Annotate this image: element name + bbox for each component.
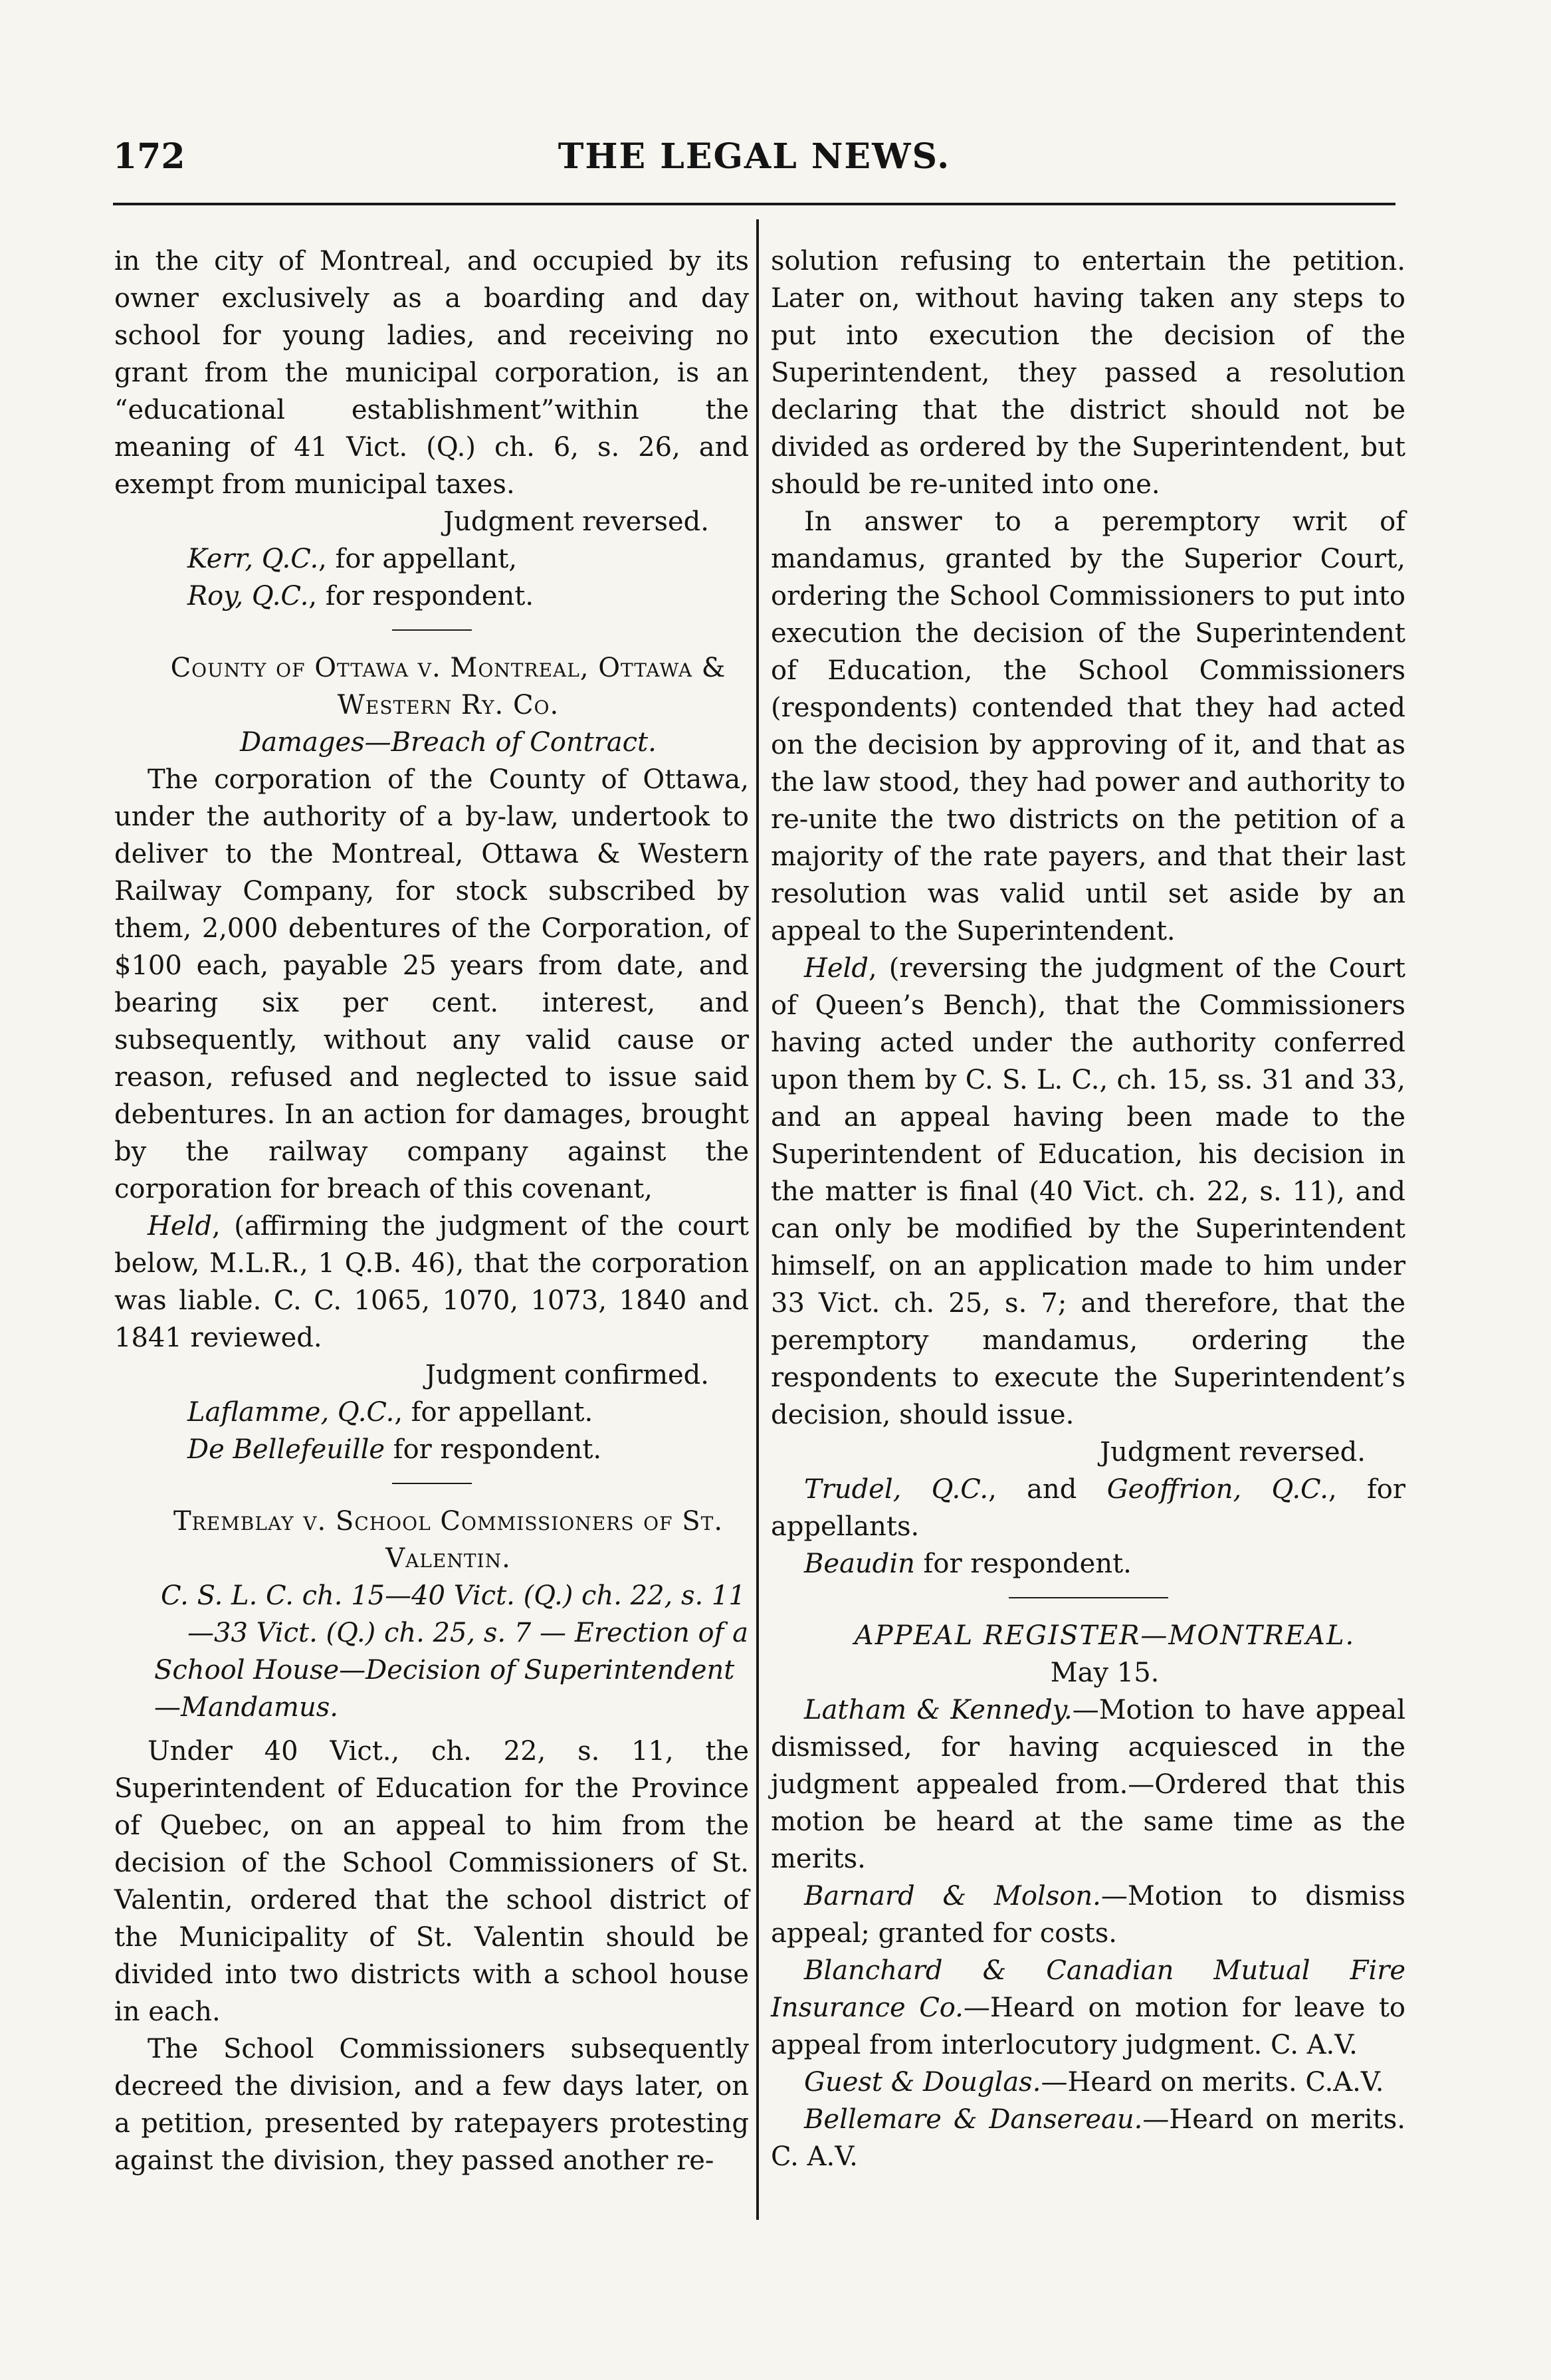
page-header [113, 136, 1396, 183]
held-text: , (affirming the judgment of the court below, M.L.R., 1 Q.B. 46), that the corporation was liable. C. C. 1065, 1070, 1073, 1840 and 1841 reviewed. [114, 1211, 749, 1353]
counsel-line [114, 540, 749, 578]
entry-text: —Heard on merits. C.A.V. [1041, 2067, 1384, 2098]
counsel-conjunction: , and [988, 1474, 1107, 1505]
entry-parties: Guest & Douglas. [804, 2067, 1041, 2098]
page-number: 172 [113, 136, 185, 177]
entry-parties: Barnard & Molson. [804, 1881, 1101, 1911]
case-paragraph: In answer to a peremptory writ of mandamus, granted by the Superior Court, ordering the School Commissioners to put into execution the decision of the Superintendent of Education, the School Commissioners (respondents) contended that they had acted on the decision by approving of it, and that as the law stood, they had power and authority to re-unite the two districts on the petition of a majority of the rate payers, and that their last resolution was valid until set aside by an appeal to the Superintendent. [771, 506, 1405, 946]
counsel-name: Beaudin [804, 1549, 915, 1579]
counsel-role: , for appellant, [318, 544, 518, 574]
counsel-role: for respondent. [385, 1434, 602, 1465]
held-paragraph [114, 1208, 749, 1356]
entry-parties: Latham & Kennedy. [804, 1695, 1073, 1725]
held-text: , (reversing the judgment of the Court of Queen’s Bench), that the Commissioners having acted under the authority conferred upon them by C. S. L. C., ch. 15, ss. 31 and 33, and an appeal having been made to the Superintendent of Education, his decision in the matter is final (40 Vict. ch. 22, s. 11), and can only be modified by the Superintendent himself, on an application made to him under 33 Vict. ch. 25, s. 7; and therefore, that the peremptory mandamus, ordering the respondents to execute the Superintendent’s decision, should issue. [771, 953, 1405, 1430]
continuation-paragraph: in the city of Montreal, and occupied by its owner exclusively as a boarding and day school for young ladies, and receiving no grant from the municipal corporation, is an “educational establishment”within the meaning of 41 Vict. (Q.) ch. 6, s. 26, and exempt from municipal taxes. [114, 246, 749, 500]
held-paragraph [771, 950, 1405, 1434]
counsel-line [114, 578, 749, 615]
judgment-line: Judgment reversed. [443, 506, 709, 537]
case-title: Tremblay v. School Commissioners of St. [173, 1506, 724, 1537]
register-entry [771, 2101, 1405, 2175]
case-title-line-2: Valentin. [385, 1543, 511, 1574]
counsel-name: De Bellefeuille [187, 1434, 385, 1465]
case-subject: Damages—Breach of Contract. [240, 727, 657, 758]
counsel-role: , for appellant. [394, 1397, 593, 1428]
header-rule [113, 203, 1396, 205]
register-entry [771, 1952, 1405, 2064]
counsel-role: for respondent. [914, 1549, 1132, 1579]
entry-parties: Blanchard & Canadian Mutual Fire Insurance Co. [771, 1955, 1405, 2023]
counsel-line [771, 1545, 1405, 1582]
register-entry [771, 2064, 1405, 2101]
register-entry [771, 1691, 1405, 1878]
counsel-name: Trudel, Q.C. [804, 1474, 989, 1505]
counsel-role: , for appellants. [771, 1474, 1406, 1542]
section-divider [1009, 1597, 1168, 1598]
counsel-line [771, 1471, 1405, 1545]
register-date: May 15. [1050, 1658, 1160, 1688]
held-label: Held [148, 1211, 212, 1242]
column-divider [756, 219, 759, 2220]
case-paragraph: The School Commissioners subsequently decreed the division, and a few days later, on a petition, presented by ratepayers protesting against the division, they passed another re- [114, 2034, 749, 2176]
section-divider [392, 1483, 472, 1484]
judgment-line: Judgment reversed. [1100, 1437, 1366, 1467]
entry-text: —Motion to dismiss appeal; granted for costs. [771, 1881, 1405, 1949]
section-divider [392, 629, 472, 631]
counsel-role: , for respondent. [308, 581, 534, 611]
continuation-paragraph: solution refusing to entertain the petition. Later on, without having taken any steps to put into execution the decision of the Superintendent, they passed a resolution declaring that the district should not be divided as ordered by the Superintendent, but should be re-united into one. [771, 246, 1405, 500]
section-title: APPEAL REGISTER—MONTREAL. [854, 1620, 1356, 1651]
entry-text: —Heard on merits. C. A.V. [771, 2104, 1405, 2172]
register-entry [771, 1878, 1405, 1952]
case-paragraph: Under 40 Vict., ch. 22, s. 11, the Superintendent of Education for the Province of Quebec, on an appeal to him from the decision of the School Commissioners of St. Valentin, ordered that the school district of the Municipality of St. Valentin should be divided into two districts with a school house in each. [114, 1736, 749, 2027]
counsel-name: Geoffrion, Q.C. [1106, 1474, 1328, 1505]
journal-title: THE LEGAL NEWS. [558, 136, 951, 177]
left-column [114, 243, 749, 2179]
entry-text: —Motion to have appeal dismissed, for having acquiesced in the judgment appealed from.—Ordered that this motion be heard at the same time as the merits. [771, 1695, 1405, 1874]
counsel-name: Roy, Q.C. [187, 581, 309, 611]
held-label: Held [804, 953, 869, 984]
counsel-line [114, 1394, 749, 1431]
case-title: County of Ottawa v. Montreal, Ottawa & [170, 653, 726, 683]
entry-text: —Heard on motion for leave to appeal from interlocutory judgment. C. A.V. [771, 1993, 1405, 2060]
counsel-name: Laflamme, Q.C. [187, 1397, 395, 1428]
counsel-name: Kerr, Q.C. [187, 544, 319, 574]
entry-parties: Bellemare & Dansereau. [804, 2104, 1143, 2135]
counsel-line [114, 1431, 749, 1468]
case-subject-continued: —33 Vict. (Q.) ch. 25, s. 7 — Erection of a School House—Decision of Superintendent—Mandamus. [154, 1618, 748, 1723]
case-title-line-2: Western Ry. Co. [337, 690, 560, 720]
judgment-line: Judgment confirmed. [425, 1360, 709, 1390]
right-column [771, 243, 1405, 2175]
case-paragraph: The corporation of the County of Ottawa, under the authority of a by-law, undertook to deliver to the Montreal, Ottawa & Western Railway Company, for stock subscribed by them, 2,000 debentures of the Corporation, of $100 each, payable 25 years from date, and bearing six per cent. interest, and subsequently, without any valid cause or reason, refused and neglected to issue said debentures. In an action for damages, brought by the railway company against the corporation for breach of this covenant, [114, 764, 749, 1204]
case-subject: C. S. L. C. ch. 15—40 Vict. (Q.) ch. 22, s. 11 [161, 1580, 746, 1611]
